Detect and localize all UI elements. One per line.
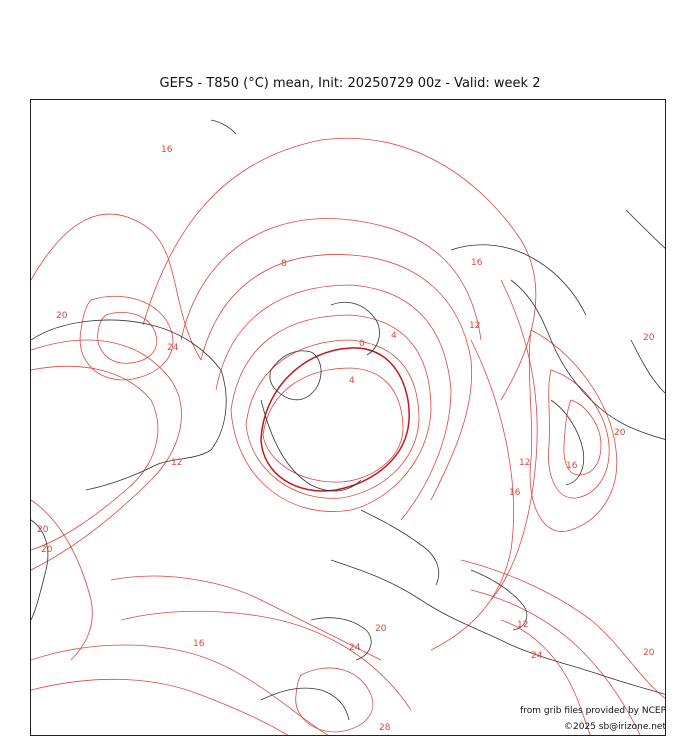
coastline: [211, 120, 236, 134]
contour-label: 8: [281, 259, 287, 269]
coastlines: [31, 120, 666, 720]
contour-line: [501, 620, 591, 736]
coastline: [31, 320, 221, 370]
contour-line: [461, 560, 666, 700]
contour-line: [246, 340, 419, 498]
contour-label: 0: [359, 339, 365, 349]
contour-line: [529, 330, 616, 532]
contour-line: [296, 668, 373, 732]
contour-line: [31, 214, 201, 360]
contour-label: 20: [643, 648, 655, 658]
coastline: [626, 210, 666, 250]
contour-line: [263, 368, 403, 482]
contour-label: 24: [531, 651, 543, 661]
contour-label: 4: [391, 331, 397, 341]
contour-line: [491, 280, 537, 600]
contour-label: 16: [161, 145, 173, 155]
contour-label: 12: [519, 458, 531, 468]
contour-line: [548, 370, 609, 498]
contour-label: 20: [41, 545, 53, 555]
contour-label: 12: [469, 321, 481, 331]
coastline: [451, 245, 586, 315]
contour-label: 20: [614, 428, 626, 438]
contour-line: [31, 679, 291, 736]
contour-line: [181, 219, 481, 341]
contour-line: [31, 340, 181, 570]
map-panel: [30, 99, 666, 736]
contour-label: 12: [517, 620, 529, 630]
contour-line: [143, 138, 536, 400]
zero-degree-contour: [261, 348, 409, 491]
contour-line: [121, 611, 411, 710]
polar-stereographic-map: [31, 100, 666, 736]
contour-label: 12: [171, 458, 183, 468]
contour-line: [431, 340, 514, 650]
coastline: [511, 280, 666, 440]
coastline: [261, 400, 361, 491]
contour-label: 16: [471, 258, 483, 268]
coastline: [31, 520, 48, 620]
coastline: [631, 340, 666, 395]
contour-label: 16: [566, 461, 578, 471]
map-title: GEFS - T850 (°C) mean, Init: 20250729 00z - Valid: week 2: [159, 76, 541, 91]
contour-label: 20: [56, 311, 68, 321]
contour-label: 16: [193, 639, 205, 649]
contour-line: [201, 254, 472, 500]
coastline: [86, 370, 226, 490]
contour-label: 28: [379, 723, 391, 733]
contour-line: [31, 366, 158, 550]
copyright-credit: ©2025 sb@irizone.net: [564, 722, 666, 732]
contour-label: 20: [37, 525, 49, 535]
contour-label: 20: [375, 624, 387, 634]
contour-label: 16: [509, 488, 521, 498]
contour-label: 4: [349, 376, 355, 386]
contour-line: [31, 500, 92, 660]
coastline: [361, 510, 439, 585]
contour-label: 24: [349, 643, 361, 653]
coastline: [311, 618, 371, 660]
data-source-credit: from grib files provided by NCEP: [520, 706, 666, 716]
coastline: [261, 688, 349, 720]
contour-label: 20: [643, 333, 655, 343]
coastline: [331, 302, 379, 355]
contour-line: [80, 296, 173, 380]
contour-label: 24: [167, 343, 179, 353]
contour-line: [111, 576, 381, 660]
